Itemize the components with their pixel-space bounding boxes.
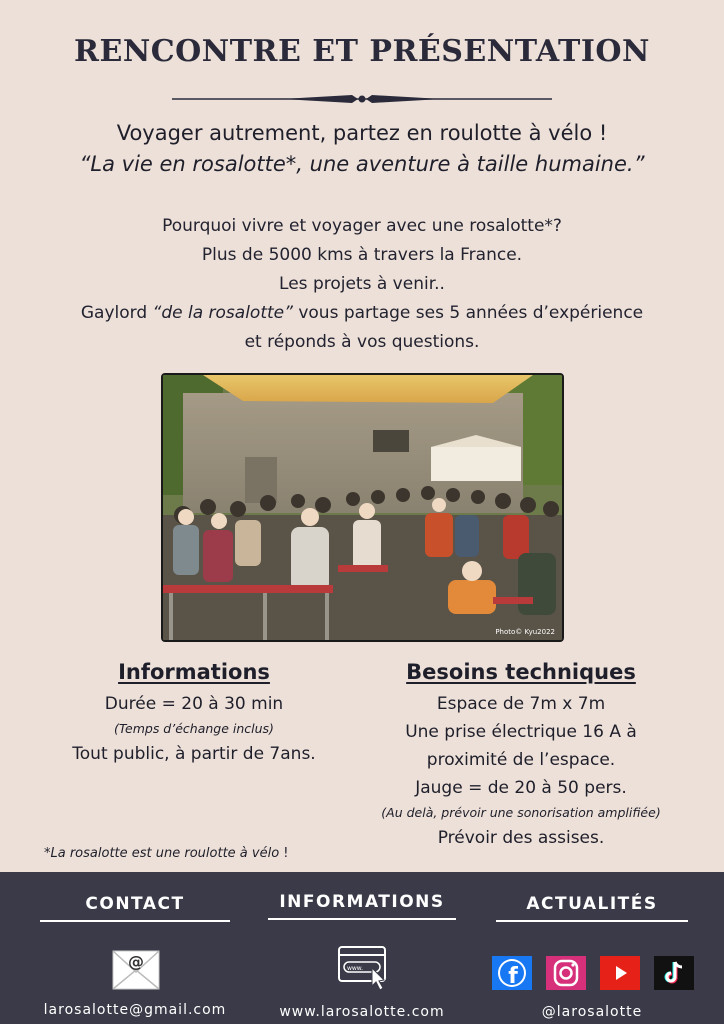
social-handle[interactable]: @larosalotte (541, 1004, 643, 1020)
footer (0, 872, 724, 1024)
event-photo (161, 373, 564, 642)
tagline-main: Voyager autrement, partez en roulotte à vélo ! (116, 121, 608, 145)
photo-credit: Photo© Kyu2022 (495, 628, 555, 636)
description-emphasis: “de la rosalotte” (152, 303, 293, 323)
footer-actualites (496, 894, 688, 1020)
decorative-divider (172, 92, 552, 106)
tagline (0, 118, 724, 180)
duration-note: (Temps d’échange inclus) (114, 721, 274, 736)
tagline-quote: “La vie en rosalotte*, une aventure à taille humaine.” (79, 152, 645, 176)
svg-text:www.: www. (346, 965, 364, 972)
technical-needs-heading: Besoins techniques (406, 660, 636, 684)
actualites-heading: ACTUALITÉS (496, 894, 688, 922)
description-line: et réponds à vos questions. (244, 332, 480, 352)
footer-informations (268, 892, 456, 1020)
space-text: Espace de 7m x 7m (436, 694, 606, 714)
seating-text: Prévoir des assises. (437, 828, 605, 848)
facebook-icon[interactable] (492, 956, 532, 990)
envelope-at-icon (112, 950, 160, 990)
description-text: vous partage ses 5 années d’expérience (292, 303, 644, 323)
description-line: Pourquoi vivre et voyager avec une rosalotte*? (162, 216, 562, 236)
contact-email[interactable]: larosalotte@gmail.com (43, 1002, 227, 1018)
youtube-icon[interactable] (600, 956, 640, 990)
gauge-note: (Au delà, prévoir une sonorisation amplifiée) (381, 805, 661, 820)
power-text: Une prise électrique 16 A à (405, 722, 637, 742)
informations-footer-heading: INFORMATIONS (268, 892, 456, 920)
description-line: Plus de 5000 kms à travers la France. (201, 245, 523, 265)
instagram-icon[interactable] (546, 956, 586, 990)
tiktok-icon[interactable] (654, 956, 694, 990)
description (0, 212, 724, 357)
website-link[interactable]: www.larosalotte.com (279, 1004, 445, 1020)
social-icons (492, 956, 702, 992)
svg-text:@: @ (128, 952, 144, 971)
footnote (44, 846, 289, 861)
footnote-text: *La rosalotte est une roulotte à vélo (44, 846, 280, 861)
browser-window-icon (338, 946, 388, 992)
description-line (0, 299, 724, 328)
audience-scene-illustration (163, 375, 562, 640)
contact-heading: CONTACT (40, 894, 230, 922)
power-text: proximité de l’espace. (426, 750, 616, 770)
duration-text: Durée = 20 à 30 min (104, 694, 284, 714)
description-text: Gaylord (80, 303, 153, 323)
technical-needs-section (350, 660, 692, 852)
informations-heading: Informations (118, 660, 270, 684)
page-title: RENCONTRE ET PRÉSENTATION (74, 34, 650, 69)
informations-section (36, 660, 352, 768)
audience-text: Tout public, à partir de 7ans. (72, 744, 316, 764)
description-line: Les projets à venir.. (279, 274, 445, 294)
footer-contact (40, 894, 230, 1018)
gauge-text: Jauge = de 20 à 50 pers. (415, 778, 627, 798)
footnote-mark: ! (279, 846, 289, 861)
svg-text:f: f (508, 964, 518, 989)
